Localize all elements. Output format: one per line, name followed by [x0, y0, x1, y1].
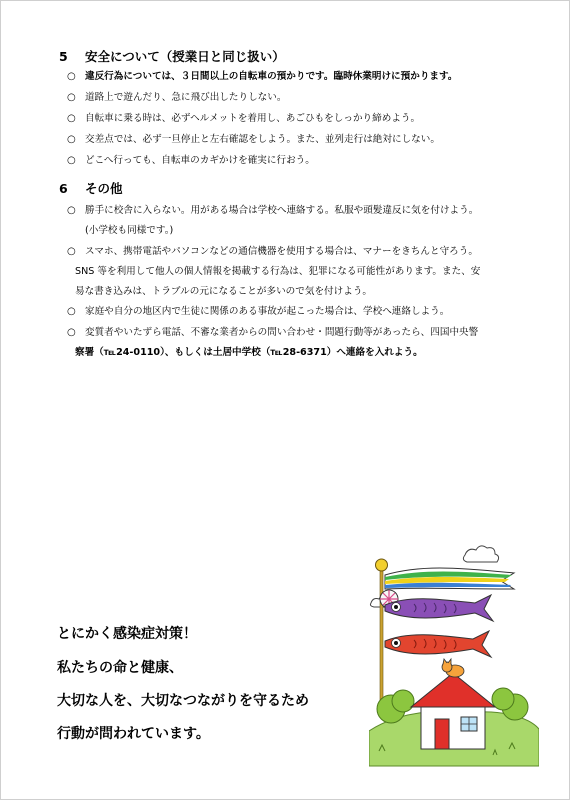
section-5-item-5: どこへ行っても、自転車のカギかけを確実に行おう。: [85, 155, 315, 166]
section-5-item-4: 交差点では、必ず一旦停止と左右確認をしよう。また、並列走行は絶対にしない。: [85, 134, 440, 145]
bullet-icon: ○: [67, 327, 76, 338]
section-6-item-1-line-1: 勝手に校舎に入らない。用がある場合は学校へ連絡する。私服や頭髪違反に気を付けよう。: [85, 205, 479, 216]
red-carp-icon: [385, 631, 491, 657]
section-6-heading: [59, 179, 123, 197]
bullet-icon: ○: [67, 205, 76, 216]
section-6-item-3-line-1: 家庭や自分の地区内で生徒に関係のある事故が起こった場合は、学校へ連絡しよう。: [85, 306, 450, 317]
section-5-item-2: 道路上で遊んだり、急に飛び出したりしない。: [85, 92, 287, 103]
pole-top-ball: [376, 559, 388, 571]
house-icon: [411, 673, 495, 749]
bullet-icon: ○: [67, 246, 76, 257]
purple-carp-icon: [385, 595, 493, 621]
bullet-icon: ○: [67, 113, 76, 124]
section-5-number: 5: [59, 49, 68, 64]
section-6-item-4-line-1: 変質者やいたずら電話、不審な業者からの問い合わせ・問題行動等があったら、四国中央警: [85, 327, 479, 338]
cloud-icon: [463, 546, 498, 562]
bullet-icon: ○: [67, 92, 76, 103]
cat-icon: [442, 659, 464, 677]
section-6-item-4-line-2: 察署（℡24-0110）、もしくは土居中学校（℡28-6371）へ連絡を入れよう。: [75, 347, 423, 358]
section-6-item-2-line-2: SNS 等を利用して他人の個人情報を掲載する行為は、犯罪になる可能性があります。また、安: [75, 266, 481, 277]
section-6-item-2-line-1: スマホ、携帯電話やパソコンなどの通信機器を使用する場合は、マナーをきちんと守ろう。: [85, 246, 478, 257]
bullet-icon: ○: [67, 134, 76, 145]
bullet-icon: ○: [67, 155, 76, 166]
slogan-line-4: 行動が問われています。: [57, 726, 210, 742]
section-5-item-1: 違反行為については、３日間以上の自転車の預かりです。臨時休業明けに預かります。: [85, 71, 458, 82]
section-5-heading: [59, 47, 285, 65]
section-6-item-2-line-3: 易な書き込みは、トラブルの元になることが多いので気を付けよう。: [75, 286, 373, 297]
section-6-number: 6: [59, 181, 68, 196]
bullet-icon: ○: [67, 71, 76, 82]
section-5-item-3: 自転車に乗る時は、必ずヘルメットを着用し、あごひもをしっかり締めよう。: [85, 113, 421, 124]
bullet-icon: ○: [67, 306, 76, 317]
slogan-line-2: 私たちの命と健康、: [57, 660, 183, 676]
section-6-title: その他: [85, 181, 123, 196]
section-5-title: 安全について（授業日と同じ扱い）: [85, 49, 285, 64]
section-6-item-1-line-2: (小学校も同様です。): [85, 225, 174, 236]
koinobori-house-illustration: [369, 541, 539, 771]
slogan-line-3: 大切な人を、大切なつながりを守るため: [57, 693, 309, 709]
streamer-icon: [385, 568, 514, 589]
flagpole: [380, 567, 383, 717]
slogan-line-1: とにかく感染症対策！: [57, 626, 197, 642]
